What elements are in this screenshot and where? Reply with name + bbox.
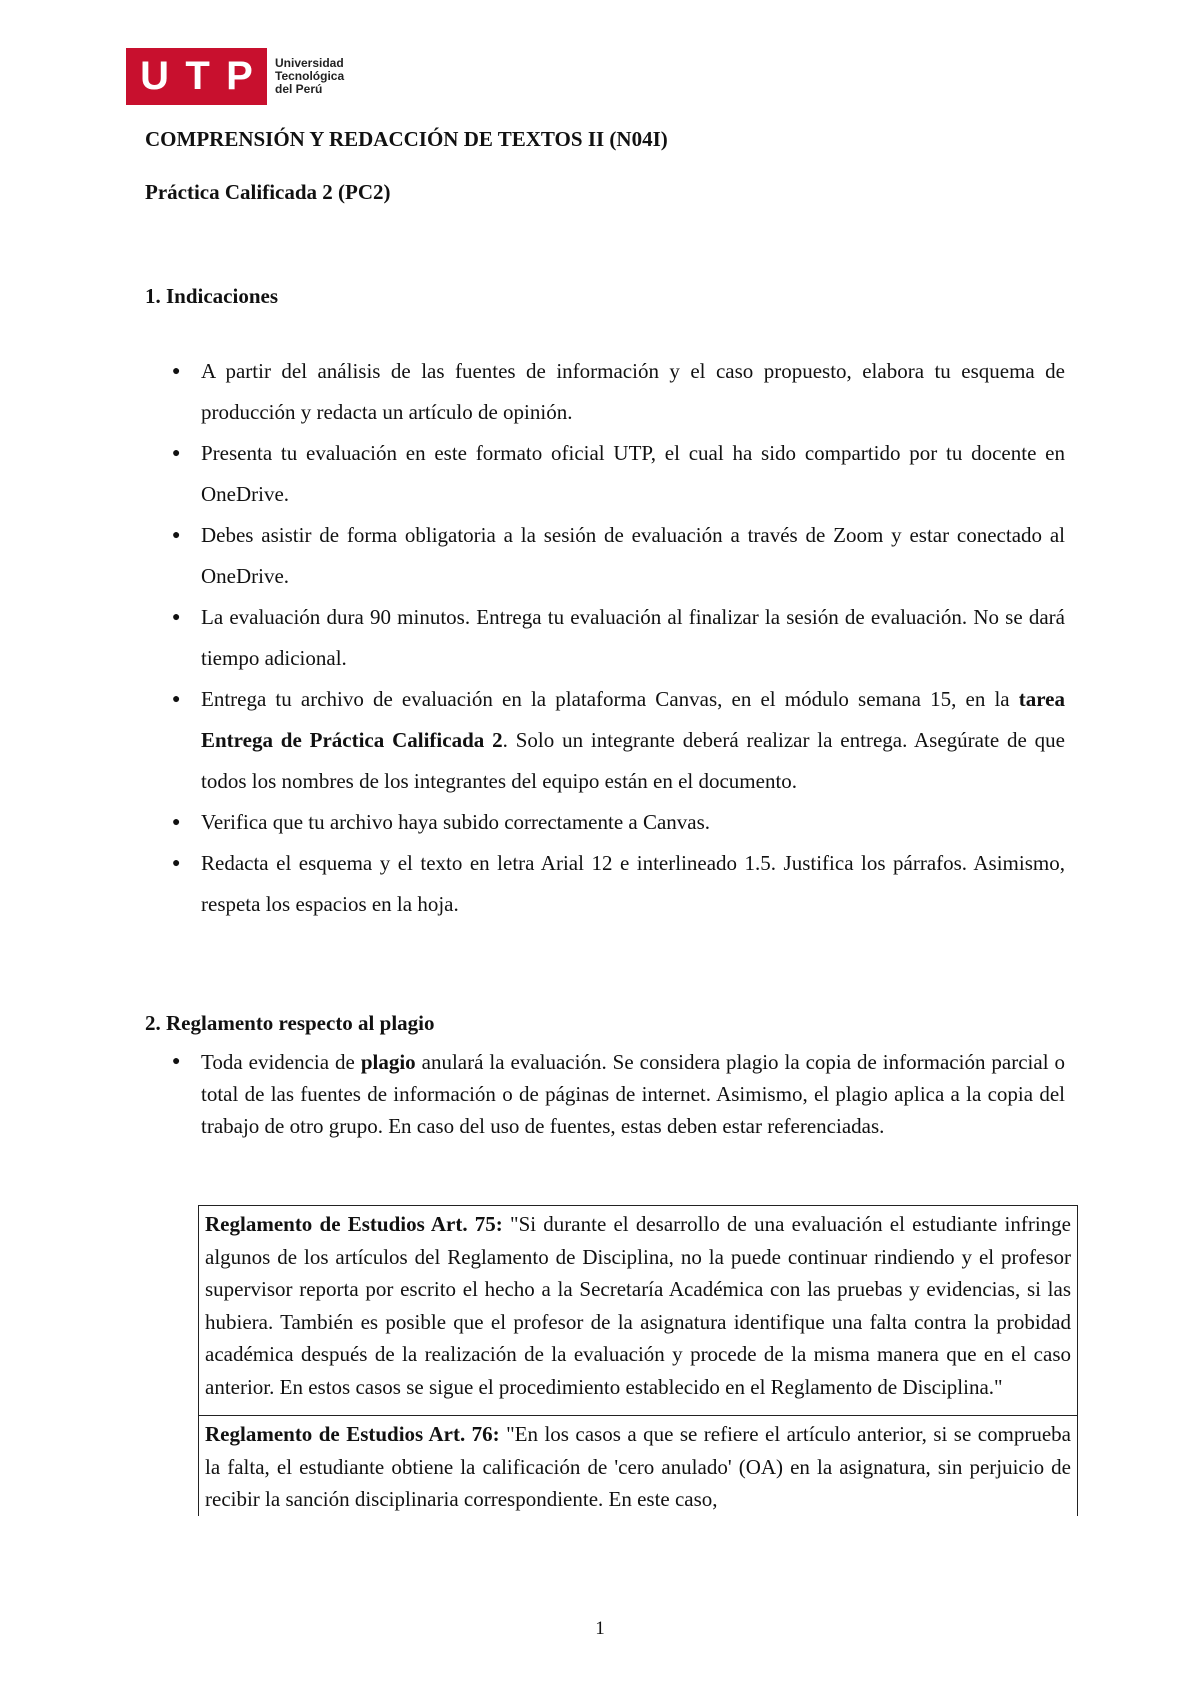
logo-line-2: Tecnológica [275,69,345,83]
course-title: COMPRENSIÓN Y REDACCIÓN DE TEXTOS II (N04I) [145,127,668,151]
regulation-text: "Si durante el desarrollo de una evaluación el estudiante infringe algunos de los artículos del Reglamento de Disciplina, no la puede continuar rindiendo y el profesor supervisor reporta por escrito el hecho a la Secretaría Académica con las pruebas y evidencias, si las hubiera. También es posible que el profesor de la asignatura identifique una falta contra la probidad académica después de la realización de la evaluación y procede de la misma manera que en el caso anterior. En estos casos se sigue el procedimiento establecido en el Reglamento de Disciplina." [205,1212,1071,1399]
logo-letter-u: U [140,54,170,98]
instruction-text-pre: Entrega tu archivo de evaluación en la plataforma Canvas, en el módulo semana 15, en la [201,687,1019,711]
plagiarism-text-post: anulará la evaluación. Se considera plagio la copia de información parcial o total de las fuentes de información o de páginas de internet. Asimismo, el plagio aplica a la copia del trabajo de otro grupo. En caso del uso de fuentes, estas deben estar referenciadas. [201,1050,1065,1138]
utp-logo-wordmark [275,57,344,96]
bullet-icon: ● [172,1054,181,1069]
list-item [145,351,1065,433]
regulation-art-76 [198,1416,1078,1516]
bullet-icon: ● [172,856,181,871]
utp-logo [126,48,344,105]
logo-line-3: del Perú [275,82,323,96]
instruction-text: La evaluación dura 90 minutos. Entrega tu evaluación al finalizar la sesión de evaluación. No se dará tiempo adicional. [201,605,1065,670]
regulation-art-75 [198,1205,1078,1416]
list-item [145,433,1065,515]
list-item [145,679,1065,802]
plagiarism-keyword: plagio [360,1050,416,1074]
list-item [145,597,1065,679]
logo-letter-t: T [185,54,210,98]
logo-line-1: Universidad [275,56,344,70]
bullet-icon: ● [172,692,181,707]
section-1-heading: 1. Indicaciones [145,284,279,308]
instruction-text-post: . Solo un integrante deberá realizar la entrega. Asegúrate de que todos los nombres de los integrantes del equipo están en el documento. [201,728,1065,793]
regulation-text: "En los casos a que se refiere el artículo anterior, si se comprueba la falta, el estudiante obtiene la calificación de 'cero anulado' (OA) en la asignatura, sin perjuicio de recibir la sanción disciplinaria correspondiente. En este caso, [205,1422,1071,1511]
instruction-text: Debes asistir de forma obligatoria a la sesión de evaluación a través de Zoom y estar conectado al OneDrive. [201,523,1065,588]
bullet-icon: ● [172,446,181,461]
instruction-text: Verifica que tu archivo haya subido correctamente a Canvas. [201,810,711,834]
instruction-text: Redacta el esquema y el texto en letra Arial 12 e interlineado 1.5. Justifica los párrafos. Asimismo, respeta los espacios en la hoja. [201,851,1065,916]
section-2-heading: 2. Reglamento respecto al plagio [145,1011,435,1035]
task-name: tarea Entrega de Práctica Calificada 2 [201,687,1065,752]
instruction-text: A partir del análisis de las fuentes de información y el caso propuesto, elabora tu esquema de producción y redacta un artículo de opinión. [201,359,1065,424]
list-item [145,843,1065,925]
plagiarism-list [145,1046,1065,1142]
exam-title: Práctica Calificada 2 (PC2) [145,180,391,204]
regulation-label: Reglamento de Estudios Art. 76: [205,1422,500,1446]
logo-letter-p: P [226,54,253,98]
instruction-text: Presenta tu evaluación en este formato oficial UTP, el cual ha sido compartido por tu docente en OneDrive. [201,441,1065,506]
plagiarism-text-pre: Toda evidencia de [201,1050,361,1074]
bullet-icon: ● [172,815,181,830]
list-item [145,802,1065,843]
bullet-icon: ● [172,610,181,625]
instructions-list [145,351,1065,925]
bullet-icon: ● [172,528,181,543]
list-item [145,1046,1065,1142]
regulation-label: Reglamento de Estudios Art. 75: [205,1212,503,1236]
regulations-table [198,1205,1078,1516]
list-item [145,515,1065,597]
page-number: 1 [595,1618,605,1639]
utp-logo-mark [126,48,267,105]
bullet-icon: ● [172,364,181,379]
